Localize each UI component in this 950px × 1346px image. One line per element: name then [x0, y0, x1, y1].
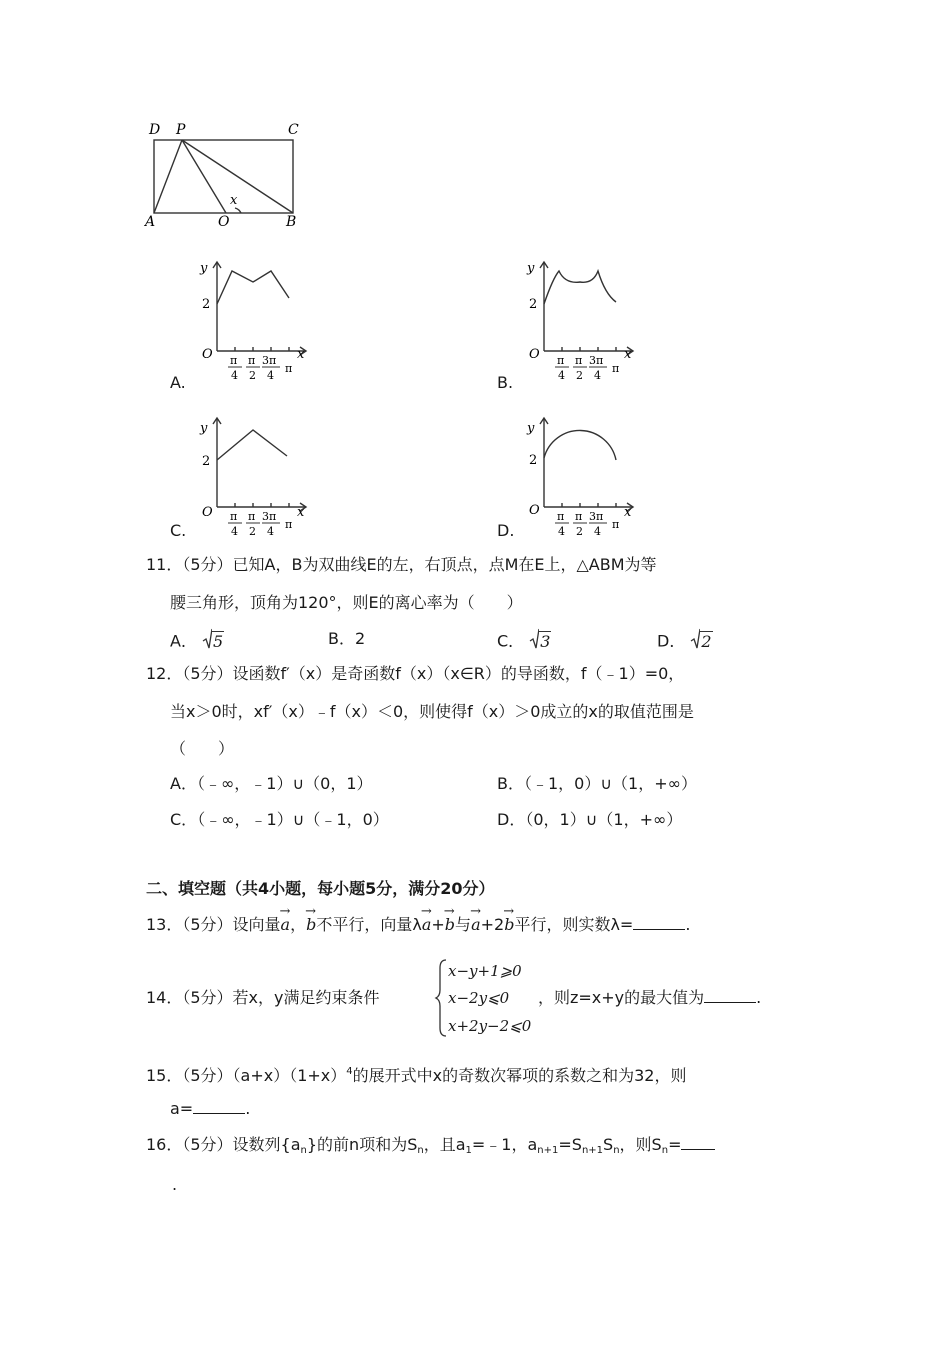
vector-b: → b	[306, 914, 316, 936]
y-axis-label: y	[527, 421, 535, 436]
option-d-label[interactable]: D.	[497, 521, 515, 540]
svg-text:π: π	[248, 510, 256, 523]
svg-text:π: π	[612, 362, 620, 375]
q14-suffix: ，则z=x+y的最大值为 .	[538, 988, 762, 1007]
label-x: x	[230, 193, 238, 208]
q11-line1: 11．（5分）已知A，B为双曲线E的左，右顶点，点M在E上，△ABM为等	[146, 555, 657, 574]
constraint-2: x−2y⩽0	[448, 989, 510, 1007]
svg-text:2: 2	[249, 369, 256, 382]
x-axis-label: x	[624, 505, 632, 520]
y-axis-label: y	[200, 421, 208, 436]
q11-option-c[interactable]: C． 3	[497, 628, 551, 656]
svg-text:4: 4	[231, 369, 238, 382]
y-axis-label: y	[200, 261, 208, 276]
svg-text:4: 4	[594, 369, 601, 382]
q15-line1: 15．（5分）$(a+x)(1+x)^4$的展开式中x的奇数次幂项的系数之和为32，则	[146, 1066, 687, 1085]
tick-labels	[555, 510, 619, 538]
q12-option-b[interactable]: B．（﹣1，0）∪（1，+∞）	[497, 774, 697, 793]
svg-text:π: π	[557, 510, 565, 523]
vector-a: → a	[281, 914, 291, 936]
y-value-2: 2	[202, 454, 211, 469]
q12-option-c[interactable]: C．（﹣∞，﹣1）∪（﹣1，0）	[170, 810, 389, 829]
left-brace-icon	[434, 958, 448, 1038]
answer-blank[interactable]	[704, 988, 756, 1003]
q13: 13．（5分）设向量→ a，→ b不平行，向量λ→ a+→ b与→ a+2→ b平行，则实数λ= .	[146, 914, 690, 936]
svg-text:3π: 3π	[589, 510, 604, 523]
label-P: P	[176, 122, 186, 138]
label-C: C	[288, 122, 299, 138]
svg-text:π: π	[285, 518, 293, 531]
x-axis-label: x	[624, 347, 632, 362]
origin-label: O	[529, 503, 540, 518]
constraint-1: x−y+1⩾0	[448, 962, 522, 980]
svg-text:3π: 3π	[262, 510, 277, 523]
label-B: B	[286, 214, 297, 230]
graph-b	[523, 258, 643, 383]
label-A: A	[145, 214, 156, 230]
label-O: O	[218, 214, 230, 230]
svg-text:π: π	[575, 510, 583, 523]
svg-text:2: 2	[249, 525, 256, 538]
y-value-2: 2	[529, 453, 538, 468]
q14-prefix: 14．（5分）若x，y满足约束条件	[146, 988, 380, 1007]
x-axis-label: x	[297, 505, 305, 520]
q15-line2: a= .	[170, 1099, 251, 1118]
tick-labels	[228, 510, 292, 538]
svg-text:4: 4	[558, 369, 565, 382]
graph-a	[196, 258, 316, 383]
svg-text:3π: 3π	[262, 354, 277, 367]
svg-text:π: π	[230, 354, 238, 367]
sqrt-icon	[690, 628, 700, 656]
constraint-3: x+2y−2⩽0	[448, 1017, 532, 1035]
origin-label: O	[202, 347, 213, 362]
svg-text:π: π	[575, 354, 583, 367]
svg-text:4: 4	[267, 369, 274, 382]
q16-line1: 16．（5分）设数列$\{a_n\}$的前n项和为$S_n$，且$a_1=﹣1$，$a_{n+1}=S_{n+1}S_n$，则$S_n=$	[146, 1134, 715, 1162]
svg-text:π: π	[230, 510, 238, 523]
label-D: D	[149, 122, 161, 138]
q12-option-a[interactable]: A．（﹣∞，﹣1）∪（0，1）	[170, 774, 373, 793]
sqrt-icon	[202, 628, 212, 656]
graph-c	[196, 414, 316, 539]
y-value-2: 2	[202, 297, 211, 312]
q12-line2: 当x＞0时，xf′（x）﹣f（x）＜0，则使得f（x）＞0成立的x的取值范围是	[170, 702, 694, 721]
graph-d	[523, 414, 643, 539]
y-axis-label: y	[527, 261, 535, 276]
svg-text:2: 2	[576, 369, 583, 382]
answer-blank[interactable]	[681, 1135, 715, 1150]
y-value-2: 2	[529, 297, 538, 312]
option-a-label[interactable]: A.	[170, 373, 186, 392]
q11-line2: 腰三角形，顶角为120°，则E的离心率为（ ）	[170, 593, 523, 612]
svg-text:4: 4	[231, 525, 238, 538]
tick-labels	[555, 354, 619, 382]
svg-text:4: 4	[267, 525, 274, 538]
q11-option-b[interactable]: B．2	[328, 629, 366, 648]
option-c-label[interactable]: C.	[170, 521, 187, 540]
q12-line1: 12．（5分）设函数f′（x）是奇函数f（x）（x∈R）的导函数，f（﹣1）=0，	[146, 664, 685, 683]
q11-option-d[interactable]: D． 2	[657, 628, 713, 656]
q11-option-a[interactable]: A． 5	[170, 628, 224, 656]
svg-text:π: π	[248, 354, 256, 367]
x-axis-label: x	[297, 347, 305, 362]
rectangle-figure	[140, 118, 310, 233]
sqrt-icon	[529, 628, 539, 656]
origin-label: O	[529, 347, 540, 362]
answer-blank[interactable]	[633, 915, 685, 930]
q16-end: .	[172, 1175, 178, 1194]
tick-labels	[228, 354, 292, 382]
answer-blank[interactable]	[193, 1099, 245, 1114]
svg-text:π: π	[285, 362, 293, 375]
svg-text:2: 2	[576, 525, 583, 538]
svg-text:π: π	[557, 354, 565, 367]
svg-text:π: π	[612, 518, 620, 531]
option-b-label[interactable]: B.	[497, 373, 514, 392]
svg-text:4: 4	[594, 525, 601, 538]
svg-text:4: 4	[558, 525, 565, 538]
section-2-heading: 二、填空题（共4小题，每小题5分，满分20分）	[146, 879, 495, 898]
origin-label: O	[202, 505, 213, 520]
q12-option-d[interactable]: D．（0，1）∪（1，+∞）	[497, 810, 683, 829]
q12-line3: （ ）	[170, 739, 235, 758]
svg-text:3π: 3π	[589, 354, 604, 367]
